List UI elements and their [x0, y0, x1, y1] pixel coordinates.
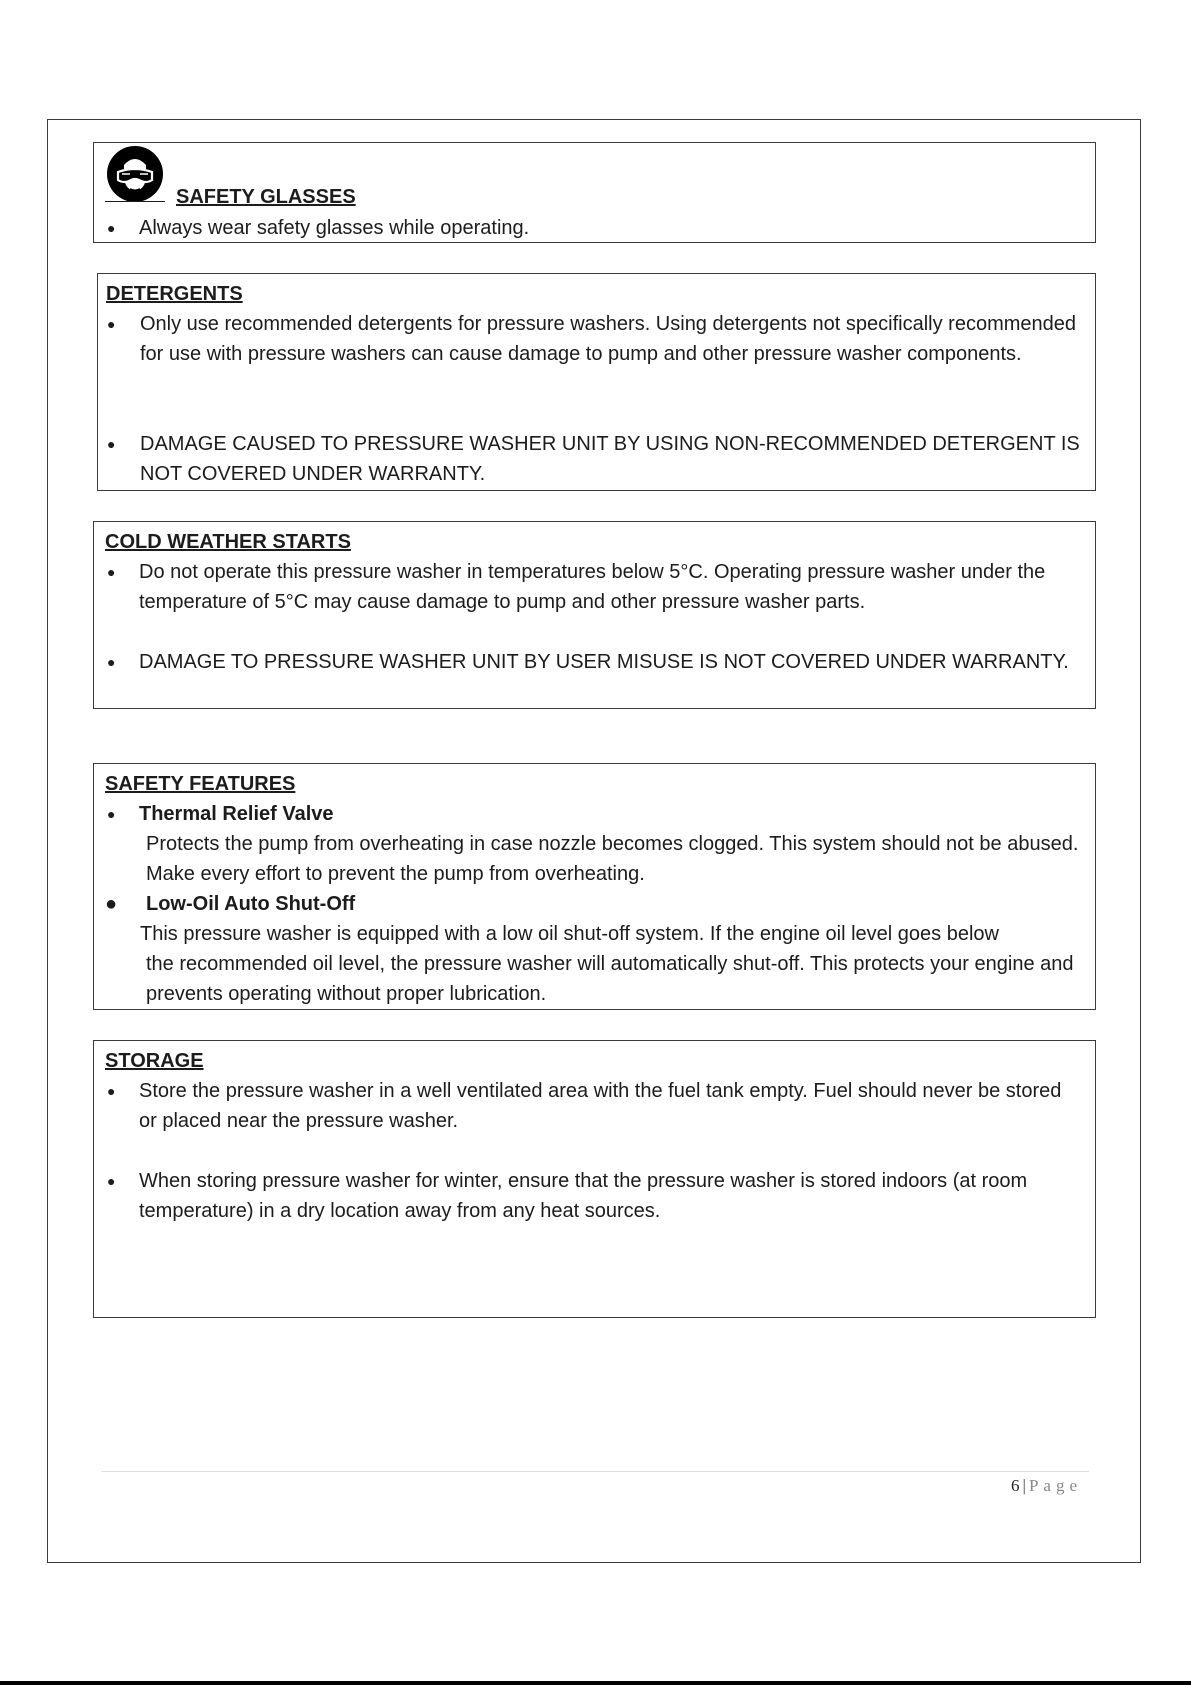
- bullet-text: Do not operate this pressure washer in temperatures below 5°C. Operating pressure washer under the temperature of 5°C may cause damage to pump and other pressure washer parts.: [139, 561, 1046, 613]
- feature-body-first-line: This pressure washer is equipped with a low oil shut-off system. If the engine oil level goes below: [140, 923, 999, 945]
- feature-body: the recommended oil level, the pressure washer will automatically shut-off. This protects your engine and prevents operating without proper lubrication.: [146, 953, 1074, 1005]
- safety-glasses-section: [93, 142, 1096, 243]
- bullet-text: DAMAGE TO PRESSURE WASHER UNIT BY USER MISUSE IS NOT COVERED UNDER WARRANTY.: [139, 651, 1069, 673]
- feature-title: Thermal Relief Valve: [139, 803, 334, 825]
- bullet-icon: ●: [107, 316, 116, 332]
- page-label: Page: [1028, 1476, 1082, 1495]
- page-number-separator: |: [1022, 1476, 1029, 1495]
- scan-edge-bar: [0, 1681, 1191, 1685]
- bullet-icon: ●: [107, 1083, 116, 1099]
- feature-title: Low-Oil Auto Shut-Off: [146, 893, 356, 915]
- page-number-value: 6: [1011, 1476, 1023, 1495]
- feature-body: Protects the pump from overheating in case nozzle becomes clogged. This system should not be abused. Make every effort to prevent the pump from overheating.: [146, 833, 1079, 885]
- section-heading: COLD WEATHER STARTS: [105, 531, 351, 553]
- bullet-text: When storing pressure washer for winter, ensure that the pressure washer is stored indoors (at room temperature) in a dry location away from any heat sources.: [139, 1170, 1028, 1222]
- section-heading: STORAGE: [105, 1050, 204, 1072]
- bullet-icon: ●: [107, 1173, 116, 1189]
- page-number: [1011, 1474, 1082, 1498]
- bullet-icon: ●: [107, 564, 116, 580]
- bullet-text: Only use recommended detergents for pressure washers. Using detergents not specifically recommended for use with pressure washers can cause damage to pump and other pressure washer components.: [140, 313, 1077, 365]
- footer-divider: [101, 1471, 1089, 1472]
- bullet-icon: ●: [107, 806, 116, 822]
- safety-features-section: [93, 763, 1096, 1010]
- safety-goggles-icon: [106, 145, 164, 203]
- section-heading: DETERGENTS: [106, 283, 243, 305]
- bullet-icon: ●: [107, 654, 116, 670]
- heading-underline: [105, 201, 165, 202]
- bullet-text: Store the pressure washer in a well ventilated area with the fuel tank empty. Fuel should never be stored or placed near the pressure washer.: [139, 1080, 1062, 1132]
- section-heading: SAFETY GLASSES: [176, 186, 356, 208]
- bullet-icon: ●: [105, 893, 118, 915]
- bullet-icon: ●: [107, 220, 116, 236]
- bullet-text: DAMAGE CAUSED TO PRESSURE WASHER UNIT BY USING NON-RECOMMENDED DETERGENT IS NOT COVERED UNDER WARRANTY.: [140, 433, 1080, 485]
- section-heading: SAFETY FEATURES: [105, 773, 296, 795]
- cold-weather-section: [93, 521, 1096, 709]
- bullet-text: Always wear safety glasses while operating.: [139, 217, 530, 239]
- storage-section: [93, 1040, 1096, 1318]
- detergents-section: [97, 273, 1096, 491]
- bullet-icon: ●: [107, 436, 116, 452]
